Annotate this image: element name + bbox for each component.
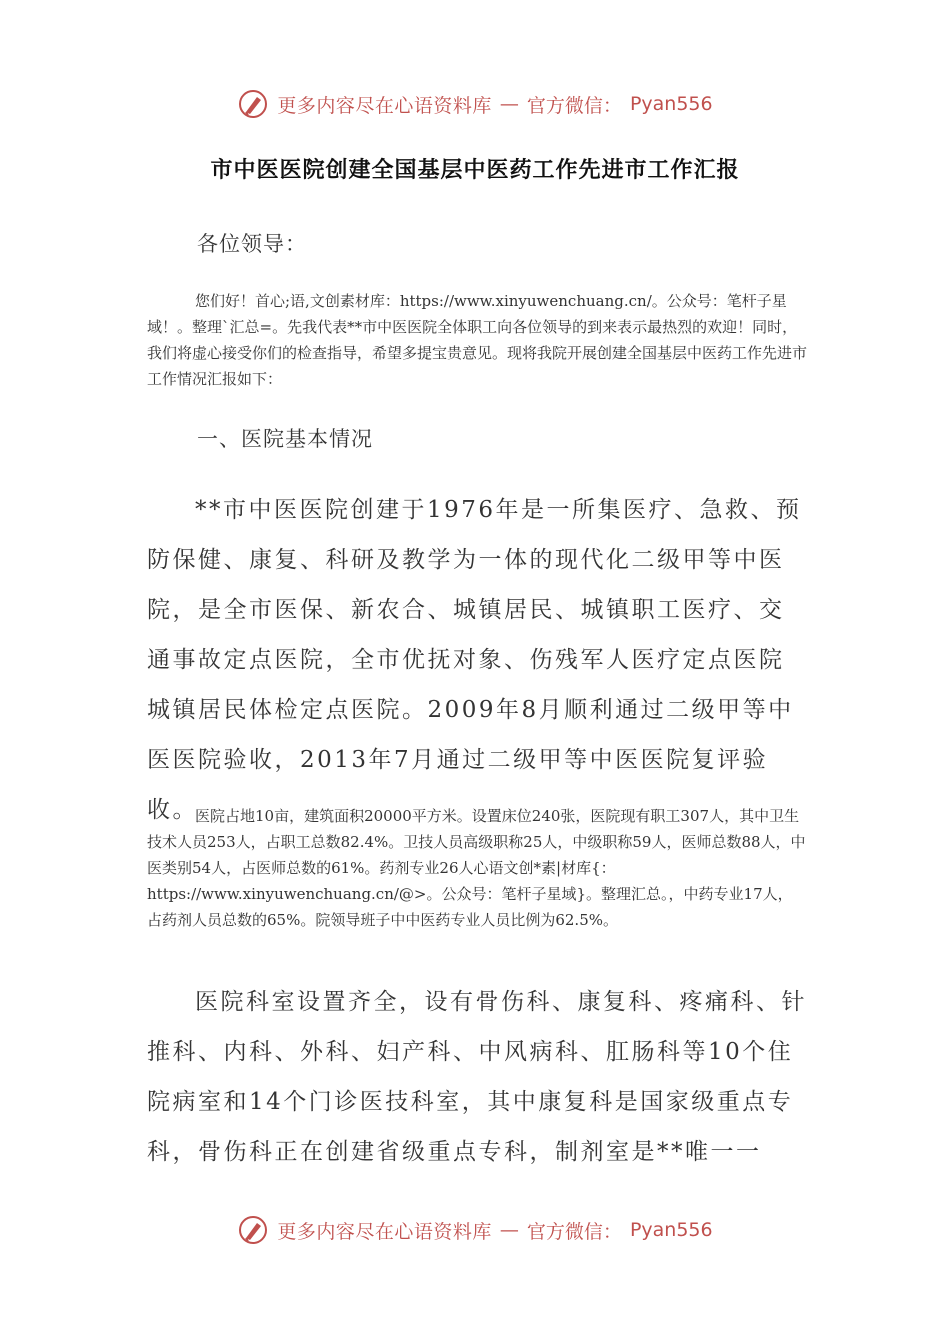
banner-dash: — <box>499 1219 519 1241</box>
header-watermark-banner <box>0 84 950 124</box>
pen-logo-icon <box>237 1214 269 1246</box>
pen-logo-icon <box>237 88 269 120</box>
footer-watermark-banner <box>0 1210 950 1250</box>
departments-paragraph <box>147 977 807 1177</box>
section-heading-basic-info: 一、医院基本情况 <box>197 427 373 451</box>
banner-official-label: 官方微信： <box>526 1220 622 1243</box>
banner-library-text: 更多内容尽在心语资料库 <box>277 94 492 117</box>
banner-wechat-id: Pyan556 <box>629 1219 713 1241</box>
banner-wechat-id: Pyan556 <box>629 93 713 115</box>
departments-text: 医院科室设置齐全，设有骨伤科、康复科、疼痛科、针推科、内科、外科、妇产科、中风病科、肛肠科等10个住院病室和14个门诊医技科室，其中康复科是国家级重点专科，骨伤科正在创建省级重点专科，制剂室是**唯一一 <box>147 989 807 1165</box>
banner-official-label: 官方微信： <box>526 94 622 117</box>
intro-paragraph-text: 您们好！首心;语,文创素材库：https://www.xinyuwenchuang.cn/。公众号：笔杆子星域！。整理`汇总=。先我代表**市中医医院全体职工向各位领导的到来表示最热烈的欢迎！同时，我们将虚心接受你们的检查指导，希望多提宝贵意见。现将我院开展创建全国基层中医药工作先进市工作情况汇报如下： <box>147 292 808 388</box>
banner-dash: — <box>499 93 519 115</box>
greeting: 各位领导： <box>197 232 307 256</box>
hospital-staff-paragraph <box>147 803 807 933</box>
document-title: 市中医医院创建全国基层中医药工作先进市工作汇报 <box>210 158 740 183</box>
hospital-history-paragraph <box>147 485 807 835</box>
hospital-history-text: **市中医医院创建于1976年是一所集医疗、急救、预防保健、康复、科研及教学为一体的现代化二级甲等中医院，是全市医保、新农合、城镇居民、城镇职工医疗、交通事故定点医院，全市优抚对象、伤残军人医疗定点医院城镇居民体检定点医院。2009年8月顺利通过二级甲等中医医院验收，2013年7月通过二级甲等中医医院复评验收。 <box>147 497 802 823</box>
hospital-staff-text: 医院占地10亩，建筑面积20000平方米。设置床位240张，医院现有职工307人，其中卫生技术人员253人，占职工总数82.4%。卫技人员高级职称25人，中级职称59人，医师总数88人，中医类别54人，占医师总数的61%。药剂专业26人心语文创*素|材库{：https://www.xinyuwenchuang.cn/@>。公众号：笔杆子星域}。整理汇总。，中药专业17人，占药剂人员总数的65%。院领导班子中中医药专业人员比例为62.5%。 <box>147 807 806 929</box>
banner-library-text: 更多内容尽在心语资料库 <box>277 1220 492 1243</box>
intro-paragraph <box>147 288 807 392</box>
